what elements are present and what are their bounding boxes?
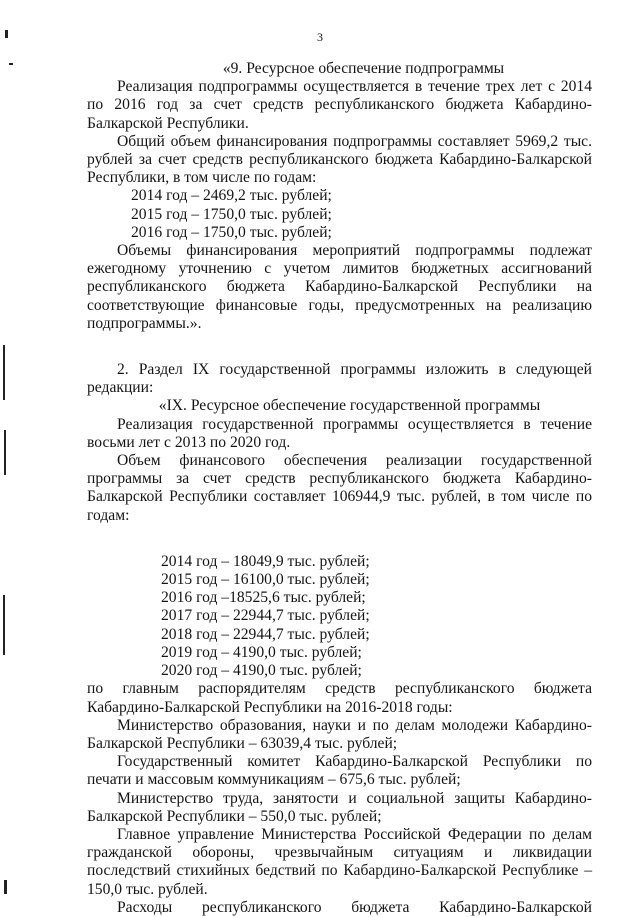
section-IX-paragraph-3: по главным распорядителям средств республиканского бюджета Кабардино-Балкарской Республики на 2016-2018 годы: — [87, 680, 592, 716]
section-9-paragraph-1: Реализация подпрограммы осуществляется в течение трех лет с 2014 по 2016 год за счет средств республиканского бюджета Кабардино-Балкарской Республики. — [87, 78, 592, 132]
page-number: 3 — [317, 30, 323, 44]
spacer — [87, 333, 592, 361]
section-IX-year-2014: 2014 год – 18049,9 тыс. рублей; — [161, 552, 370, 570]
section-IX-year-2017: 2017 год – 22944,7 тыс. рублей; — [161, 607, 370, 625]
section-9-paragraph-2: Общий объем финансирования подпрограммы составляет 5969,2 тыс. рублей за счет средств республиканского бюджета Кабардино-Балкарской Республики, в том числе по годам: — [87, 132, 592, 187]
section-9-year-2016: 2016 год – 1750,0 тыс. рублей; — [131, 223, 332, 241]
scan-mark — [9, 63, 13, 65]
section-IX-paragraph-4: Министерство образования, науки и по делам молодежи Кабардино-Балкарской Республики – 63039,4 тыс. рублей; — [87, 716, 592, 752]
section-9-heading: «9. Ресурсное обеспечение подпрограммы — [222, 60, 505, 77]
section-IX-paragraph-1: Реализация государственной программы осуществляется в течение восьми лет с 2013 по 2020 год. — [87, 415, 592, 451]
section-IX-paragraph-2: Объем финансового обеспечения реализации государственной программы за счет средств республиканского бюджета Кабардино-Балкарской Республики составляет 106944,9 тыс. рублей, в том числе по годам: — [87, 452, 592, 524]
section-IX-heading: «IX. Ресурсное обеспечение государственной программы — [158, 397, 541, 415]
section-IX-paragraph-5: Государственный комитет Кабардино-Балкарской Республики по печати и массовым коммуникациям – 675,6 тыс. рублей; — [87, 753, 592, 789]
section-IX-paragraph-8: Расходы республиканского бюджета Кабардино-Балкарской — [117, 898, 592, 916]
item-2-text: 2. Раздел IX государственной программы изложить в следующей редакции: — [87, 361, 592, 397]
section-9-paragraph-3: Объемы финансирования мероприятий подпрограммы подлежат ежегодному уточнению с учетом лимитов бюджетных ассигнований республиканского бюджета Кабардино-Балкарской Республики на соответствующие финансовые годы, предусмотренных на реализацию подпрограммы.». — [87, 242, 592, 332]
scan-mark — [3, 345, 5, 400]
section-IX-paragraph-6: Министерство труда, занятости и социальной защиты Кабардино-Балкарской Республики – 550,0 тыс. рублей; — [87, 789, 592, 825]
section-IX-year-2015: 2015 год – 16100,0 тыс. рублей; — [161, 571, 370, 589]
section-IX-year-2020: 2020 год – 4190,0 тыс. рублей; — [161, 662, 362, 680]
document-body — [87, 60, 592, 917]
section-9-year-2014: 2014 год – 2469,2 тыс. рублей; — [131, 187, 332, 205]
section-IX-year-2019: 2019 год – 4190,0 тыс. рублей; — [161, 643, 362, 661]
section-9-year-2015: 2015 год – 1750,0 тыс. рублей; — [131, 205, 332, 223]
section-IX-year-2016: 2016 год –18525,6 тыс. рублей; — [161, 589, 366, 607]
section-IX-paragraph-7: Главное управление Министерства Российской Федерации по делам гражданской обороны, чрезвычайным ситуациям и ликвидации последствий стихийных бедствий по Кабардино-Балкарской Республике – 150,0 тыс. рублей. — [87, 825, 592, 898]
scan-mark — [4, 880, 7, 894]
scan-mark — [3, 595, 5, 655]
section-IX-year-2018: 2018 год – 22944,7 тыс. рублей; — [161, 625, 370, 643]
scan-mark — [4, 430, 6, 475]
spacer — [87, 525, 592, 553]
